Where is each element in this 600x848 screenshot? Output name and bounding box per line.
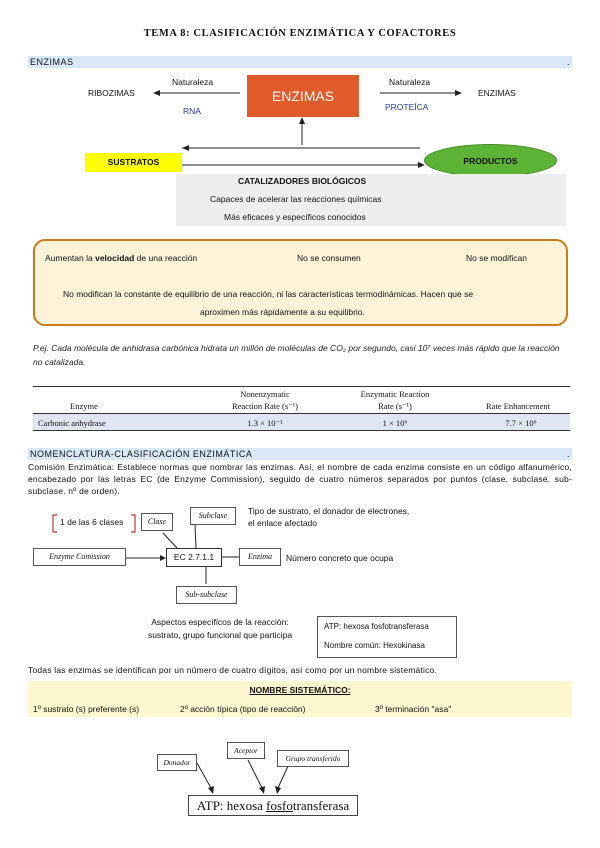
arrow-subclase [195,525,196,548]
table-header-col3-bottom: Rate (s⁻¹) [378,401,412,411]
arrow-clase [163,533,178,549]
arrow-head-donador [208,786,214,794]
property-no-consumen: No se consumen [297,253,361,263]
atp-example-box [317,616,457,658]
tipo-sustrato-line2: el enlace afectado [248,518,317,528]
donador-box: Donador [157,754,197,771]
grupo-transferido-box: Grupo transferido [277,750,349,767]
aceptor-box: Aceptor [227,742,265,759]
sustratos-box: SUSTRATOS [85,153,182,172]
nombre-sistematico-title: NOMBRE SISTEMÁTICO: [249,685,351,695]
proteica-label: PROTEÍCA [385,102,429,112]
table-header-col2-bottom: Reaction Rate (s⁻¹) [231,401,299,411]
naturaleza-left: Naturaleza [172,77,214,87]
property-equilibrio-2: aproximen más rápidamente a su equilibrio. [200,307,365,317]
naturaleza-right: Naturaleza [389,77,431,87]
catalizadores-title: CATALIZADORES BIOLÓGICOS [238,176,367,186]
table-header-col1: Enzyme [70,401,98,411]
bracket-left [53,515,57,532]
arrow-head-grupo [275,786,281,794]
enzima-box: Enzima [239,548,281,566]
enzimas-box: ENZIMAS [247,75,359,117]
arrow-aceptor [248,760,262,788]
section-dot: . [566,449,570,459]
section-label: NOMENCLATURA-CLASIFICACIÓN ENZIMÁTICA [30,449,253,459]
property-velocidad [45,253,197,263]
page-title: TEMA 8: CLASIFICACIÓN ENZIMÁTICA Y COFACTORES [143,28,457,39]
todas-paragraph: Todas las enzimas se identifican por un número de cuatro dígitos, así como por un nombre sistemático. [28,665,438,675]
sub-subclase-box: Sub-subclase [176,586,237,604]
nombre-comun-line: Nombre común: Hexokinasa [324,641,425,650]
section-label: ENZIMAS [30,57,74,67]
clases-label: 1 de las 6 clases [60,517,124,527]
enzimas-right-label: ENZIMAS [478,88,516,98]
aspectos-line2: sustrato, grupo funcional que participa [147,630,293,640]
table-header-col2-top: Nonenzymatic [240,389,290,399]
aspectos-line1: Aspectos específicos de la reacción: [151,617,289,627]
arrow-grupo [278,766,288,788]
property-equilibrio-1: No modifican la constante de equilibrio de una reacción, ni las características termodinámicas. Hacen que se [63,289,474,299]
arrow-head-aceptor [259,786,265,794]
clase-box: Clase [141,513,173,531]
table-cell-enhancement: 7.7 × 10⁶ [505,418,537,428]
rna-label: RNA [183,106,201,116]
enzyme-comission-box: Enzyme Comission [33,548,126,566]
property-velocidad-pre: Aumentan la [45,253,96,263]
property-no-modifican: No se modifican [466,253,527,263]
tipo-sustrato-text [248,505,409,529]
sistematico-item-3: 3º terminación "asa" [375,704,452,714]
table-header-col3-top: Enzymatic Reaction [360,389,430,399]
table-cell-enzymatic: 1 × 10⁶ [382,418,408,428]
example-text: P.ej. Cada molécula de anhidrasa carbónica hidrata un millón de moléculas de CO₂ por segundo, casi 10⁷ veces más rápido que la reacción no catalizada. [33,343,560,367]
atp-name-fosfo: fosfo [266,798,293,813]
table-bottom-rule [33,430,570,431]
mas-eficaces-text: Más eficaces y específicos conocidos [224,212,366,222]
subclase-box: Subclase [190,507,236,525]
ribozimas-label: RIBOZIMAS [88,88,135,98]
property-velocidad-post: de una reacción [134,253,198,263]
sistematico-item-2: 2º acción típica (tipo de reacción) [180,704,306,714]
table-header-col4: Rate Enhancement [486,401,550,411]
atp-name-pre: ATP: hexosa [196,798,267,813]
productos-oval: PRODUCTOS [424,144,557,177]
atp-hexosa-line: ATP: hexosa fosfotransferasa [324,622,429,631]
table-cell-nonenzymatic: 1.3 × 10⁻¹ [247,418,283,428]
table-top-rule [33,386,570,387]
numero-concreto-text: Número concreto que ocupa [286,553,394,563]
ec-code-box: EC 2.7.1.1 [166,548,222,567]
bracket-right [131,515,135,532]
atp-systematic-name [188,795,358,816]
section-header-nomenclatura [28,448,572,460]
arrow-donador [197,763,211,788]
arrow-head-reverse [182,145,189,151]
comision-paragraph: Comisión Enzimática: Establece normas que nombrar las enzimas. Así, el nombre de cada enzima consiste en un código alfanumérico, encabezado por las letras EC (de Enzyme Commission), seguido de cuatro números separados por puntos (clase. subclase. sub-subclase. nº de orden). [28,462,572,496]
arrow-head-ribozimas [153,90,160,96]
table-cell-enzyme: Carbonic anhydrase [38,418,106,428]
sistematico-item-1: 1º sustrato (s) preferente (s) [33,704,140,714]
capaces-text: Capaces de acelerar las reacciones químicas [210,194,382,204]
arrow-head-up [299,117,305,124]
property-velocidad-bold: velocidad [95,253,135,263]
arrow-head-enzimas-right [455,90,462,96]
table-mid-rule [33,413,570,414]
atp-name-post: transferasa [292,798,350,813]
aspectos-text [140,616,300,642]
section-dot: . [566,57,570,67]
tipo-sustrato-line1: Tipo de sustrato, el donador de electrones, [248,506,410,516]
